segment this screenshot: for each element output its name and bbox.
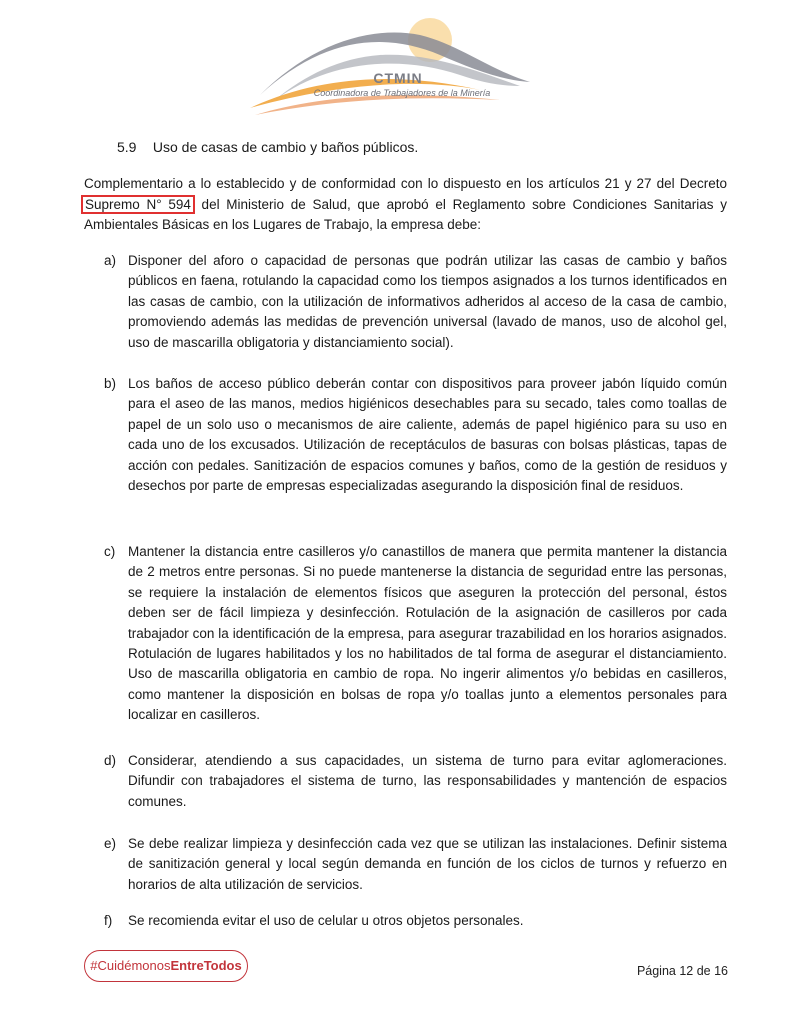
list-item [104, 542, 727, 726]
list-item-text: Se debe realizar limpieza y desinfección cada vez que se utilizan las instalaciones. Definir sistema de sanitización general y local según demanda en función de los ciclos de turnos y refuerzo en horarios de alta utilización de servicios. [128, 836, 727, 892]
decree-highlight: Supremo N° 594 [81, 195, 195, 214]
list-item-text: Considerar, atendiendo a sus capacidades, un sistema de turno para evitar aglomeraciones. Difundir con trabajadores el sistema de turno, las responsabilidades y mantención de espacios comunes. [128, 753, 727, 809]
list-item [104, 834, 727, 895]
list-item-letter: d) [104, 753, 117, 768]
list-item-text: Se recomienda evitar el uso de celular u otros objetos personales. [128, 913, 524, 928]
mountain-sun-icon [230, 0, 550, 122]
section-title: Uso de casas de cambio y baños públicos. [152, 139, 419, 155]
intro-part1: Complementario a lo establecido y de conformidad con lo dispuesto en los artículos 21 y 27 del Decreto [84, 176, 727, 191]
list-item-text: Disponer del aforo o capacidad de personas que podrán utilizar las casas de cambio y baños públicos en faena, rotulando la capacidad como los tiempos asignados a los turnos identificados en las casas de cambio, con la utilización de informativos adheridos al acceso de la casa de cambio, promoviendo además las medidas de prevención universal (lavado de manos, uso de alcohol gel, uso de mascarilla obligatoria y distanciamiento social). [128, 253, 727, 350]
list-item-text: Los baños de acceso público deberán contar con dispositivos para proveer jabón líquido común para el aseo de las manos, medios higiénicos desechables para su secado, tales como toallas de papel de un solo uso o mecanismos de aire caliente, además de papel higiénico para su uso en cada uno de los excusados. Utilización de receptáculos de basuras con bolsas plásticas, tapas de acción con pedales. Sanitización de espacios comunes y baños, como de la gestión de residuos y desechos por parte de empresas especializadas asegurando la disposición final de residuos. [128, 376, 727, 494]
hashtag-prefix: #Cuidémonos [90, 958, 171, 973]
ctmin-logo [230, 0, 550, 122]
list-item-letter: a) [104, 253, 117, 268]
list-item [104, 374, 727, 496]
list-item [104, 751, 727, 812]
list-item-letter: b) [104, 376, 117, 391]
intro-paragraph [84, 174, 727, 236]
list-item-letter: c) [104, 544, 116, 559]
hashtag-bold: EntreTodos [170, 958, 242, 973]
intro-part2: del Ministerio de Salud, que aprobó el Reglamento sobre Condiciones Sanitarias y Ambientales Básicas en los Lugares de Trabajo, la empresa debe: [84, 196, 728, 232]
logo-title: CTMIN [373, 70, 423, 86]
list-item-letter: f) [104, 913, 113, 928]
page-number: Página 12 de 16 [636, 964, 728, 978]
hashtag-badge [84, 950, 248, 982]
list-item-text: Mantener la distancia entre casilleros y/o canastillos de manera que permita mantener la distancia de 2 metros entre personas. Si no puede mantenerse la distancia de seguridad entre las personas, se requiere la instalación de elementos físicos que aseguren la protección del personal, éstos deben ser de fácil limpieza y desinfección. Rotulación de la asignación de casilleros por cada trabajador con la identificación de la empresa, para asegurar trazabilidad en los horarios asignados. Rotulación de lugares habilitados y los no habilitados de tal forma de asegurar el distanciamiento. Uso de mascarilla obligatoria en cambio de ropa. No ingerir alimentos y/o bebidas en casilleros, como mantener la disposición en bolsas de ropa y/o toallas junto a elementos personales para localizar en casilleros. [128, 544, 727, 723]
section-number: 5.9 [117, 139, 137, 155]
list-item-letter: e) [104, 836, 117, 851]
section-heading [117, 139, 418, 155]
logo-subtitle: Coordinadora de Trabajadores de la Minería [313, 88, 491, 98]
list-item [104, 251, 727, 353]
list-item [104, 911, 727, 931]
